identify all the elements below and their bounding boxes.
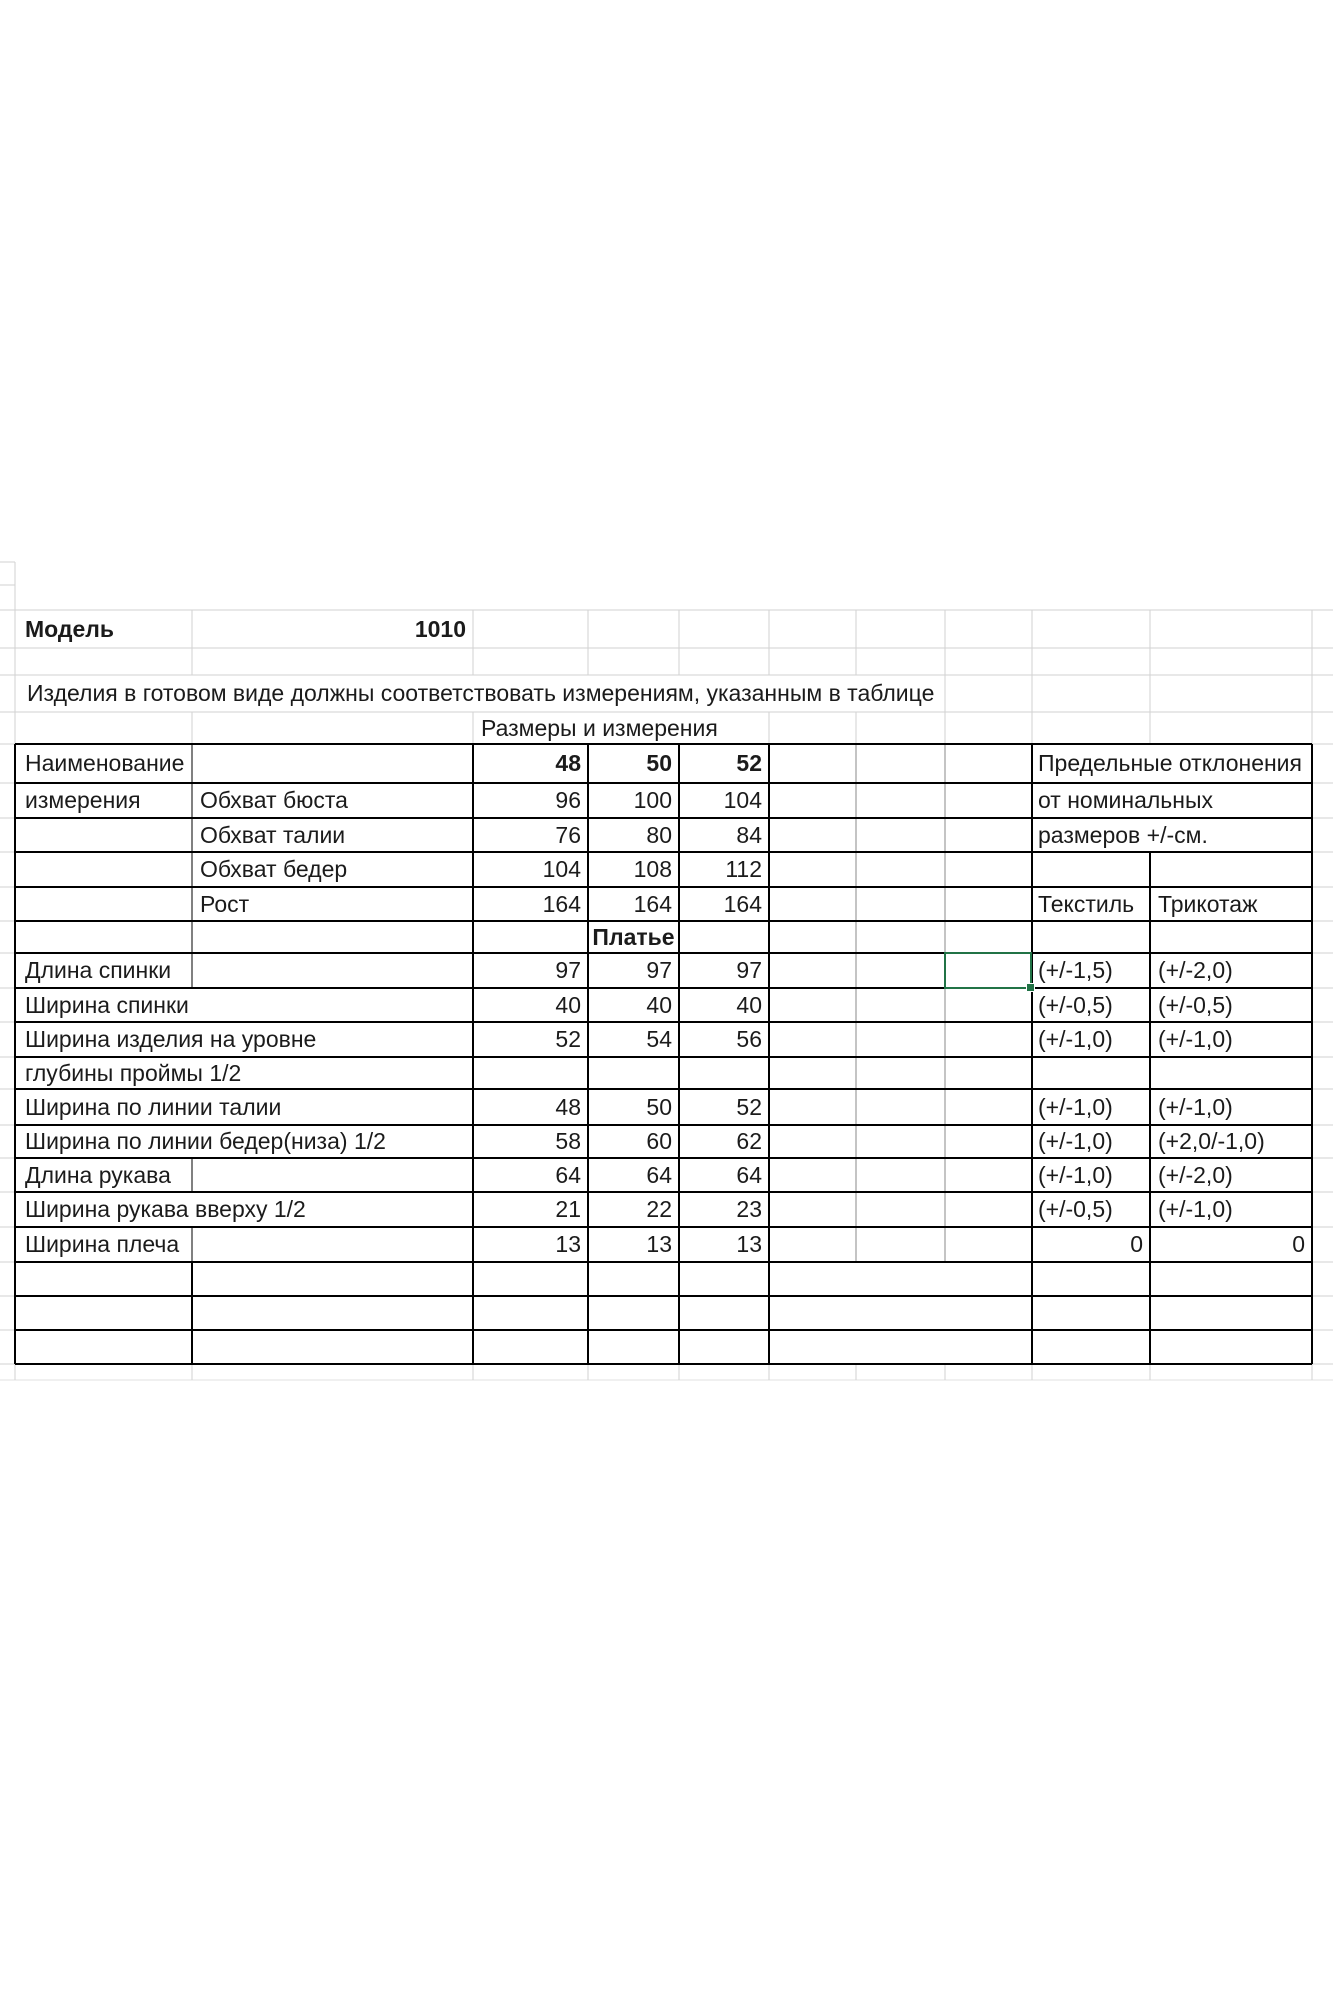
row-value-50: 22 bbox=[646, 1196, 672, 1222]
row-textile-tolerance: (+/-1,5) bbox=[1038, 957, 1113, 983]
waist-48: 76 bbox=[555, 821, 581, 848]
hips-52: 112 bbox=[725, 856, 762, 882]
section-title: Платье bbox=[592, 923, 675, 950]
tolerance-header-line1: Предельные отклонения bbox=[1038, 750, 1302, 776]
row-value-48: 40 bbox=[555, 991, 581, 1018]
row-value-52: 52 bbox=[736, 1093, 762, 1120]
height-48: 164 bbox=[542, 890, 581, 917]
row-value-52: 64 bbox=[736, 1161, 762, 1188]
hips-50: 108 bbox=[633, 856, 672, 882]
row-value-50: 50 bbox=[646, 1093, 672, 1120]
header-name-line1: Наименование bbox=[25, 750, 185, 776]
bust-48: 96 bbox=[555, 787, 581, 813]
size-header-50: 50 bbox=[646, 750, 672, 776]
model-number: 1010 bbox=[414, 615, 466, 642]
row-value-48: 52 bbox=[555, 1026, 581, 1052]
header-name-line2: измерения bbox=[25, 787, 141, 813]
row-label: Ширина изделия на уровне bbox=[25, 1026, 317, 1052]
table-title: Размеры и измерения bbox=[481, 714, 718, 741]
hips-48: 104 bbox=[542, 856, 581, 882]
row-label: Ширина по линии талии bbox=[25, 1093, 282, 1120]
tolerance-header-line2: от номинальных bbox=[1038, 787, 1213, 813]
row-value-52: 40 bbox=[736, 991, 762, 1018]
waist-52: 84 bbox=[736, 821, 762, 848]
measure-label-waist: Обхват талии bbox=[200, 821, 346, 848]
row-value-50: 60 bbox=[646, 1128, 672, 1154]
row-value-52: 62 bbox=[736, 1128, 762, 1154]
selected-cell[interactable] bbox=[944, 952, 1032, 989]
row-textile-tolerance: (+/-1,0) bbox=[1038, 1128, 1113, 1154]
measure-label-height: Рост bbox=[200, 890, 250, 917]
row-label: Длина рукава bbox=[25, 1161, 171, 1188]
row-knit-tolerance: (+/-1,0) bbox=[1158, 1093, 1233, 1120]
row-knit-tolerance: 0 bbox=[1292, 1231, 1305, 1257]
row-label: Ширина по линии бедер(низа) 1/2 bbox=[25, 1128, 386, 1154]
height-52: 164 bbox=[723, 890, 762, 917]
row-value-48: 64 bbox=[555, 1161, 581, 1188]
row-value-52: 13 bbox=[736, 1231, 762, 1257]
knit-column-header: Трикотаж bbox=[1158, 890, 1258, 917]
row-textile-tolerance: (+/-0,5) bbox=[1038, 1196, 1113, 1222]
row-value-48: 21 bbox=[555, 1196, 581, 1222]
height-50: 164 bbox=[633, 890, 672, 917]
row-value-50: 97 bbox=[646, 957, 672, 983]
row-value-52: 23 bbox=[736, 1196, 762, 1222]
model-label: Модель bbox=[25, 615, 115, 642]
waist-50: 80 bbox=[646, 821, 672, 848]
row-label: Ширина плеча bbox=[25, 1231, 180, 1257]
row-label: Ширина спинки bbox=[25, 991, 189, 1018]
bust-52: 104 bbox=[723, 787, 762, 813]
row-textile-tolerance: (+/-1,0) bbox=[1038, 1093, 1113, 1120]
bust-50: 100 bbox=[633, 787, 672, 813]
row-value-48: 58 bbox=[555, 1128, 581, 1154]
row-value-50: 64 bbox=[646, 1161, 672, 1188]
measure-label-hips: Обхват бедер bbox=[200, 856, 348, 882]
measure-label-bust: Обхват бюста bbox=[200, 787, 348, 813]
row-value-48: 13 bbox=[555, 1231, 581, 1257]
row-label: Длина спинки bbox=[25, 957, 172, 983]
size-header-52: 52 bbox=[736, 750, 762, 776]
row-knit-tolerance: (+/-2,0) bbox=[1158, 1161, 1233, 1188]
textile-column-header: Текстиль bbox=[1038, 890, 1135, 917]
row-knit-tolerance: (+2,0/-1,0) bbox=[1158, 1128, 1265, 1154]
row-textile-tolerance: (+/-1,0) bbox=[1038, 1026, 1113, 1052]
tolerance-header-line3: размеров +/-см. bbox=[1038, 821, 1208, 848]
row-textile-tolerance: (+/-0,5) bbox=[1038, 991, 1113, 1018]
row-knit-tolerance: (+/-1,0) bbox=[1158, 1196, 1233, 1222]
row-value-50: 40 bbox=[646, 991, 672, 1018]
size-header-48: 48 bbox=[555, 750, 581, 776]
row-value-48: 97 bbox=[555, 957, 581, 983]
row-value-52: 97 bbox=[736, 957, 762, 983]
row-value-50: 13 bbox=[646, 1231, 672, 1257]
note-text: Изделия в готовом виде должны соответствовать измерениям, указанным в таблице bbox=[27, 680, 935, 706]
row-knit-tolerance: (+/-2,0) bbox=[1158, 957, 1233, 983]
fill-handle[interactable] bbox=[1026, 983, 1035, 992]
row-value-50: 54 bbox=[646, 1026, 672, 1052]
row-knit-tolerance: (+/-1,0) bbox=[1158, 1026, 1233, 1052]
row-label: Ширина рукава вверху 1/2 bbox=[25, 1196, 306, 1222]
row-knit-tolerance: (+/-0,5) bbox=[1158, 991, 1233, 1018]
row-value-52: 56 bbox=[736, 1026, 762, 1052]
row-textile-tolerance: (+/-1,0) bbox=[1038, 1161, 1113, 1188]
row-value-48: 48 bbox=[555, 1093, 581, 1120]
row-textile-tolerance: 0 bbox=[1130, 1231, 1143, 1257]
row-label: глубины проймы 1/2 bbox=[25, 1059, 242, 1086]
